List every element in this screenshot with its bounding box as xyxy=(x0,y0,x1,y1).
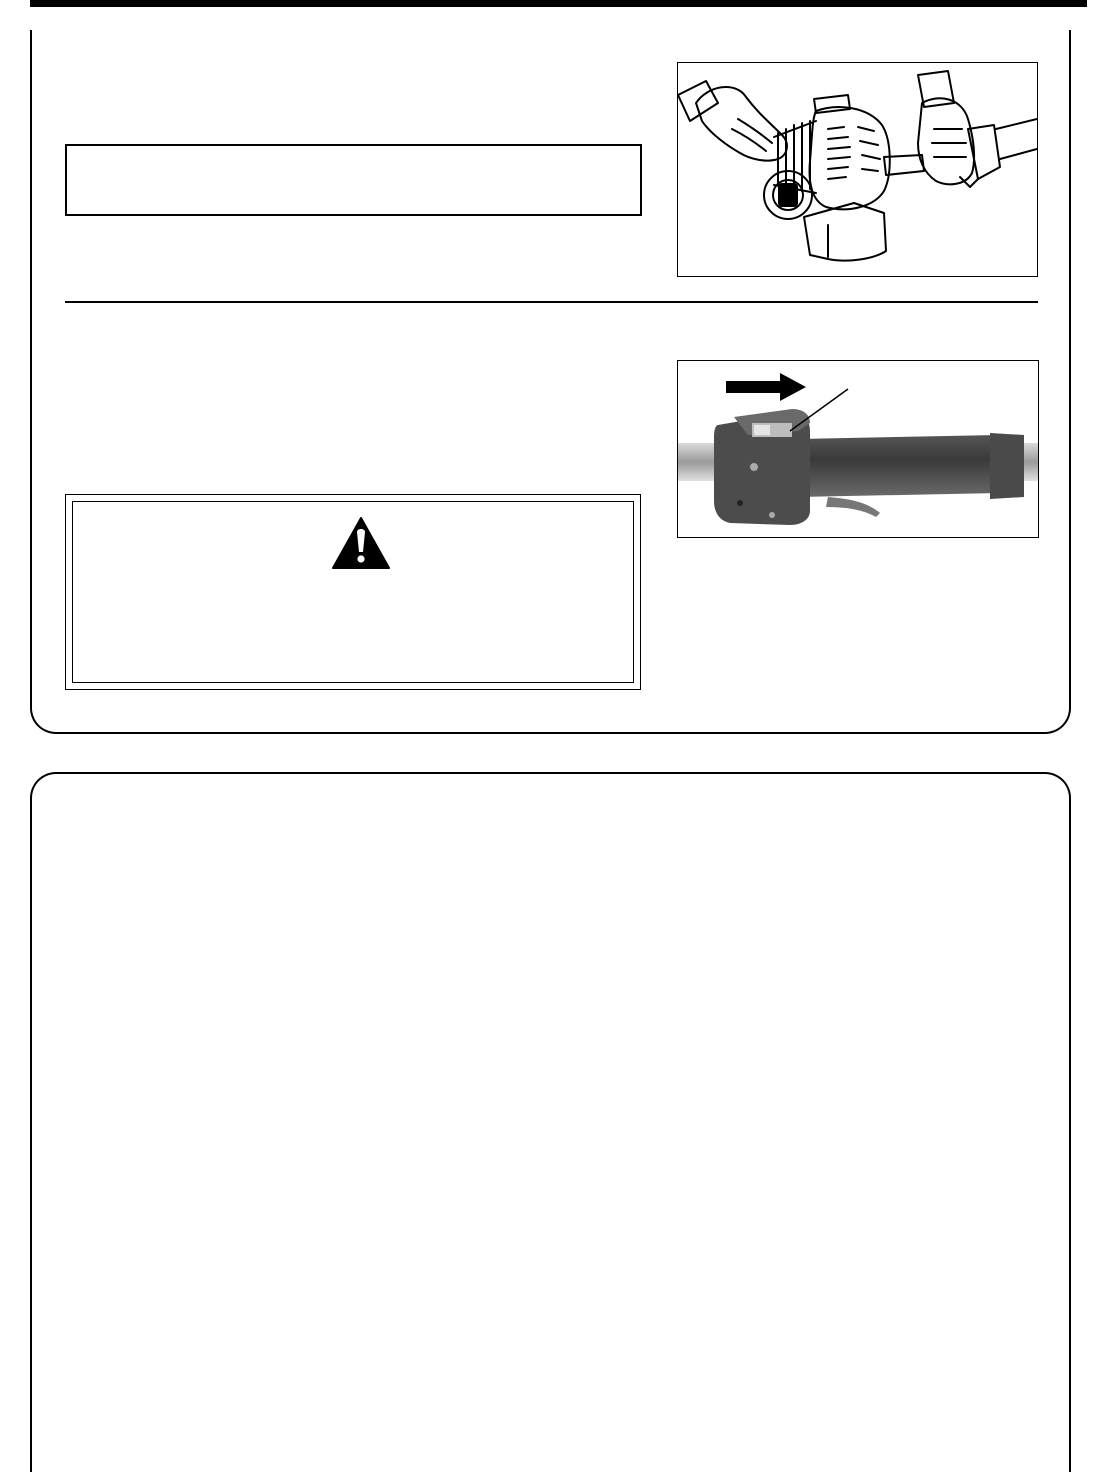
warning-box xyxy=(65,494,641,690)
throttle-figure xyxy=(677,360,1039,538)
arrow-right-icon xyxy=(726,373,806,401)
section-divider xyxy=(65,301,1038,303)
warning-box-inner xyxy=(72,501,634,683)
notice-box xyxy=(65,144,642,216)
engine-figure xyxy=(677,62,1038,277)
throttle-handle-photo xyxy=(678,361,1038,537)
engine-hands-illustration xyxy=(678,63,1037,276)
throttle-trigger xyxy=(826,497,880,517)
warning-triangle-icon xyxy=(331,516,391,570)
grip xyxy=(798,435,1000,497)
lower-section-panel xyxy=(30,772,1071,1472)
top-rule xyxy=(30,0,1087,7)
